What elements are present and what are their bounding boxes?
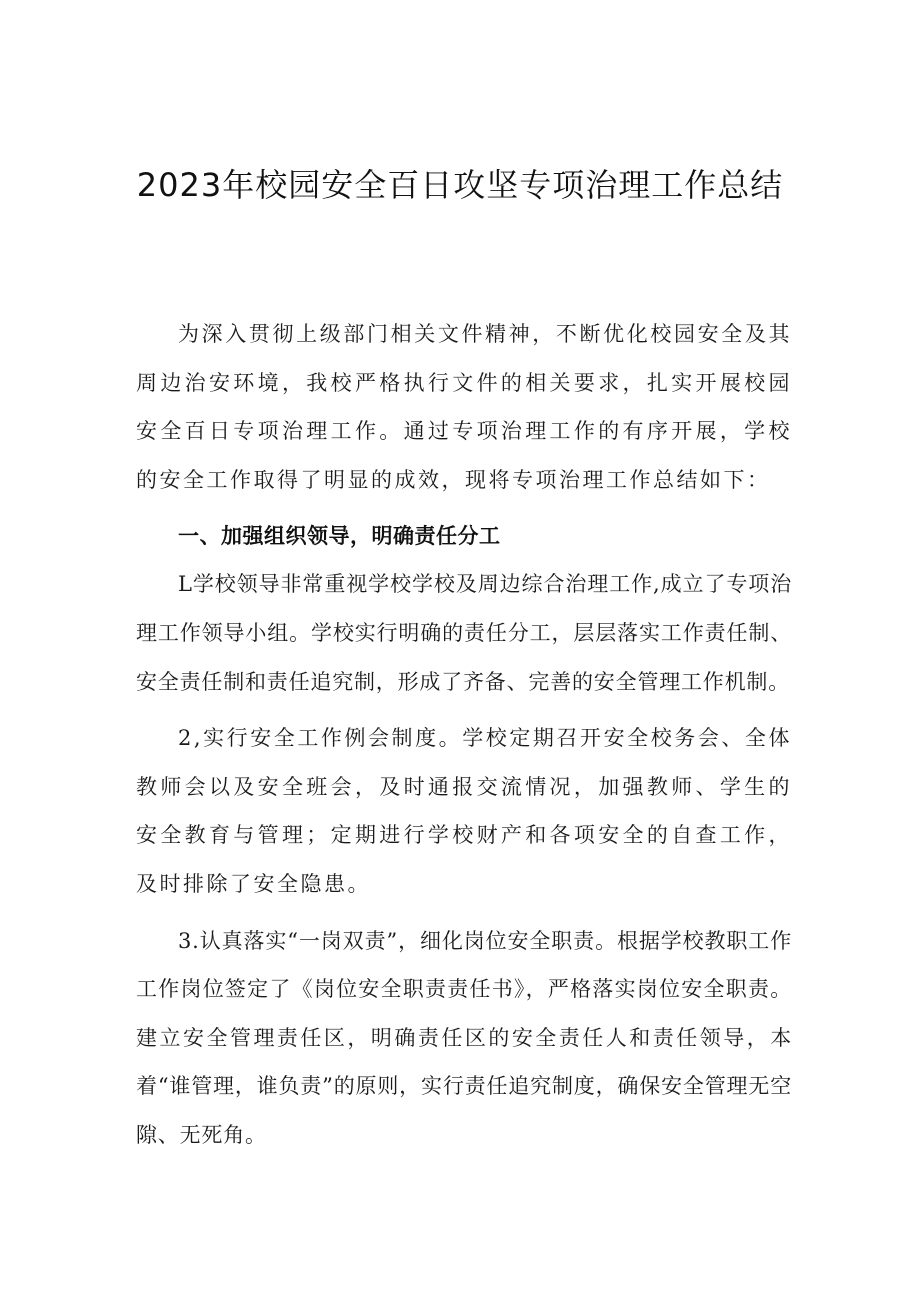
section-item-3: 3.认真落实“一岗双责”，细化岗位安全职责。根据学校教职工作工作岗位签定了《岗位安全职责责任书》，严格落实岗位安全职责。建立安全管理责任区，明确责任区的安全责任人和责任领导，本着“谁管理，谁负责”的原则，实行责任追究制度，确保安全管理无空隙、无死角。 [136, 928, 792, 1147]
spacer [136, 909, 792, 917]
section-item-1: L学校领导非常重视学校学校及周边综合治理工作,成立了专项治理工作领导小组。学校实行明确的责任分工，层层落实工作责任制、安全责任制和责任追究制，形成了齐备、完善的安全管理工作机制。 [136, 572, 792, 694]
section-heading: 一、加强组织领导，明确责任分工 [178, 524, 501, 549]
intro-paragraph: 为深入贯彻上级部门相关文件精神，不断优化校园安全及其周边治安环境，我校严格执行文件的相关要求，扎实开展校园安全百日专项治理工作。通过专项治理工作的有序开展，学校的安全工作取得了明显的成效，现将专项治理工作总结如下： [136, 322, 792, 492]
document-title: 2023年校园安全百日攻坚专项治理工作总结 [136, 166, 784, 204]
spacer [136, 504, 792, 512]
spacer [136, 706, 792, 714]
section-item-2: 2,实行安全工作例会制度。学校定期召开安全校务会、全体教师会以及安全班会，及时通报交流情况，加强教师、学生的安全教育与管理；定期进行学校财产和各项安全的自查工作，及时排除了安全隐患。 [136, 726, 792, 896]
document-body [136, 310, 792, 1160]
